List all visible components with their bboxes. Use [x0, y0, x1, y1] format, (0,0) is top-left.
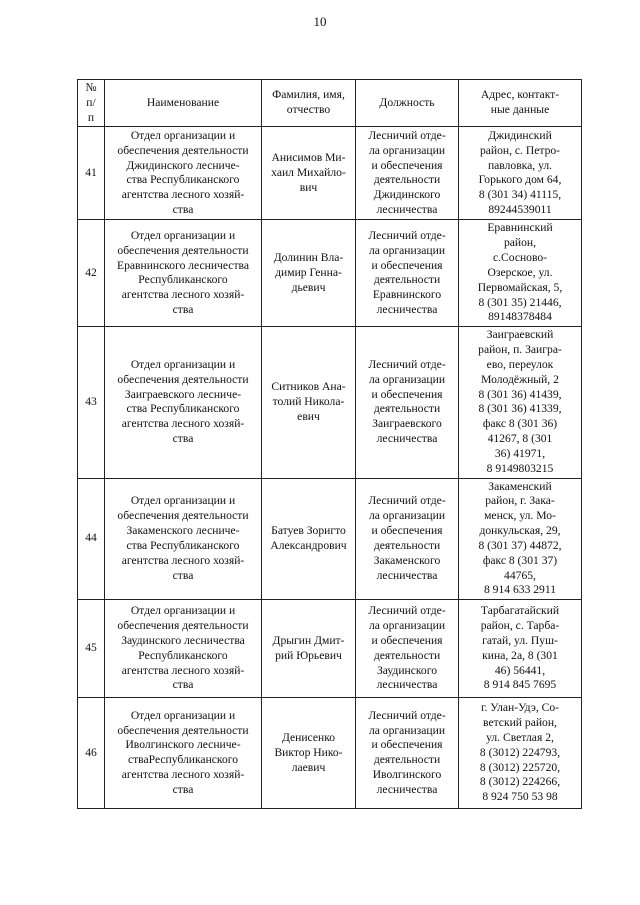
table-header-row: [78, 80, 582, 127]
header-number: № п/ п: [78, 80, 105, 127]
row-person: Денисенко Виктор Нико- лаевич: [262, 698, 356, 809]
header-position: Должность: [356, 80, 459, 127]
row-number: 45: [78, 600, 105, 698]
forestry-registry-table: [77, 79, 582, 809]
table-row: [78, 698, 582, 809]
row-person: Долинин Вла- димир Генна- дьевич: [262, 220, 356, 327]
table-row: [78, 220, 582, 327]
header-address: Адрес, контакт- ные данные: [459, 80, 582, 127]
row-address: Закаменский район, г. Зака- менск, ул. Мо- донкульская, 29, 8 (301 37) 44872, факс 8 (301 37) 44765, 8 914 633 2911: [459, 478, 582, 600]
row-position: Лесничий отде- ла организации и обеспечения деятельности Иволгинского лесничества: [356, 698, 459, 809]
table-row: [78, 478, 582, 600]
table-row: [78, 327, 582, 478]
row-position: Лесничий отде- ла организации и обеспечения деятельности Заиграевского лесничества: [356, 327, 459, 478]
row-person: Ситников Ана- толий Никола- евич: [262, 327, 356, 478]
row-number: 42: [78, 220, 105, 327]
header-name: Наименование: [105, 80, 262, 127]
row-organization: Отдел организации и обеспечения деятельности Еравнинского лесничества Республиканского агентства лесного хозяй- ства: [105, 220, 262, 327]
row-organization: Отдел организации и обеспечения деятельности Заудинского лесничества Республиканского агентства лесного хозяй- ства: [105, 600, 262, 698]
row-organization: Отдел организации и обеспечения деятельности Джидинского лесниче- ства Республиканского агентства лесного хозяй- ства: [105, 127, 262, 220]
row-person: Дрыгин Дмит- рий Юрьевич: [262, 600, 356, 698]
row-person: Анисимов Ми- хаил Михайло- вич: [262, 127, 356, 220]
row-number: 41: [78, 127, 105, 220]
row-number: 46: [78, 698, 105, 809]
row-position: Лесничий отде- ла организации и обеспечения деятельности Еравнинского лесничества: [356, 220, 459, 327]
row-organization: Отдел организации и обеспечения деятельности Закаменского лесниче- ства Республиканского агентства лесного хозяй- ства: [105, 478, 262, 600]
header-person: Фамилия, имя, отчество: [262, 80, 356, 127]
row-organization: Отдел организации и обеспечения деятельности Заиграевского лесниче- ства Республиканского агентства лесного хозяй- ства: [105, 327, 262, 478]
row-position: Лесничий отде- ла организации и обеспечения деятельности Закаменского лесничества: [356, 478, 459, 600]
row-organization: Отдел организации и обеспечения деятельности Иволгинского лесниче- стваРеспубликанского агентства лесного хозяй- ства: [105, 698, 262, 809]
row-person: Батуев Зоригто Александрович: [262, 478, 356, 600]
row-address: Еравнинский район, с.Сосново- Озерское, ул. Первомайская, 5, 8 (301 35) 21446, 89148378484: [459, 220, 582, 327]
page-number: 10: [313, 14, 327, 29]
row-address: г. Улан-Удэ, Со- ветский район, ул. Светлая 2, 8 (3012) 224793, 8 (3012) 225720, 8 (3012) 224266, 8 924 750 53 98: [459, 698, 582, 809]
row-address: Джидинский район, с. Петро- павловка, ул. Горького дом 64, 8 (301 34) 41115, 89244539011: [459, 127, 582, 220]
row-number: 44: [78, 478, 105, 600]
row-position: Лесничий отде- ла организации и обеспечения деятельности Джидинского лесничества: [356, 127, 459, 220]
table-row: [78, 600, 582, 698]
row-address: Заиграевский район, п. Заигра- ево, переулок Молодёжный, 2 8 (301 36) 41439, 8 (301 36) 41339, факс 8 (301 36) 41267, 8 (301 36) 41971, 8 9149803215: [459, 327, 582, 478]
table-row: [78, 127, 582, 220]
row-position: Лесничий отде- ла организации и обеспечения деятельности Заудинского лесничества: [356, 600, 459, 698]
row-number: 43: [78, 327, 105, 478]
row-address: Тарбагатайский район, с. Тарба- гатай, ул. Пуш- кина, 2а, 8 (301 46) 56441, 8 914 845 7695: [459, 600, 582, 698]
